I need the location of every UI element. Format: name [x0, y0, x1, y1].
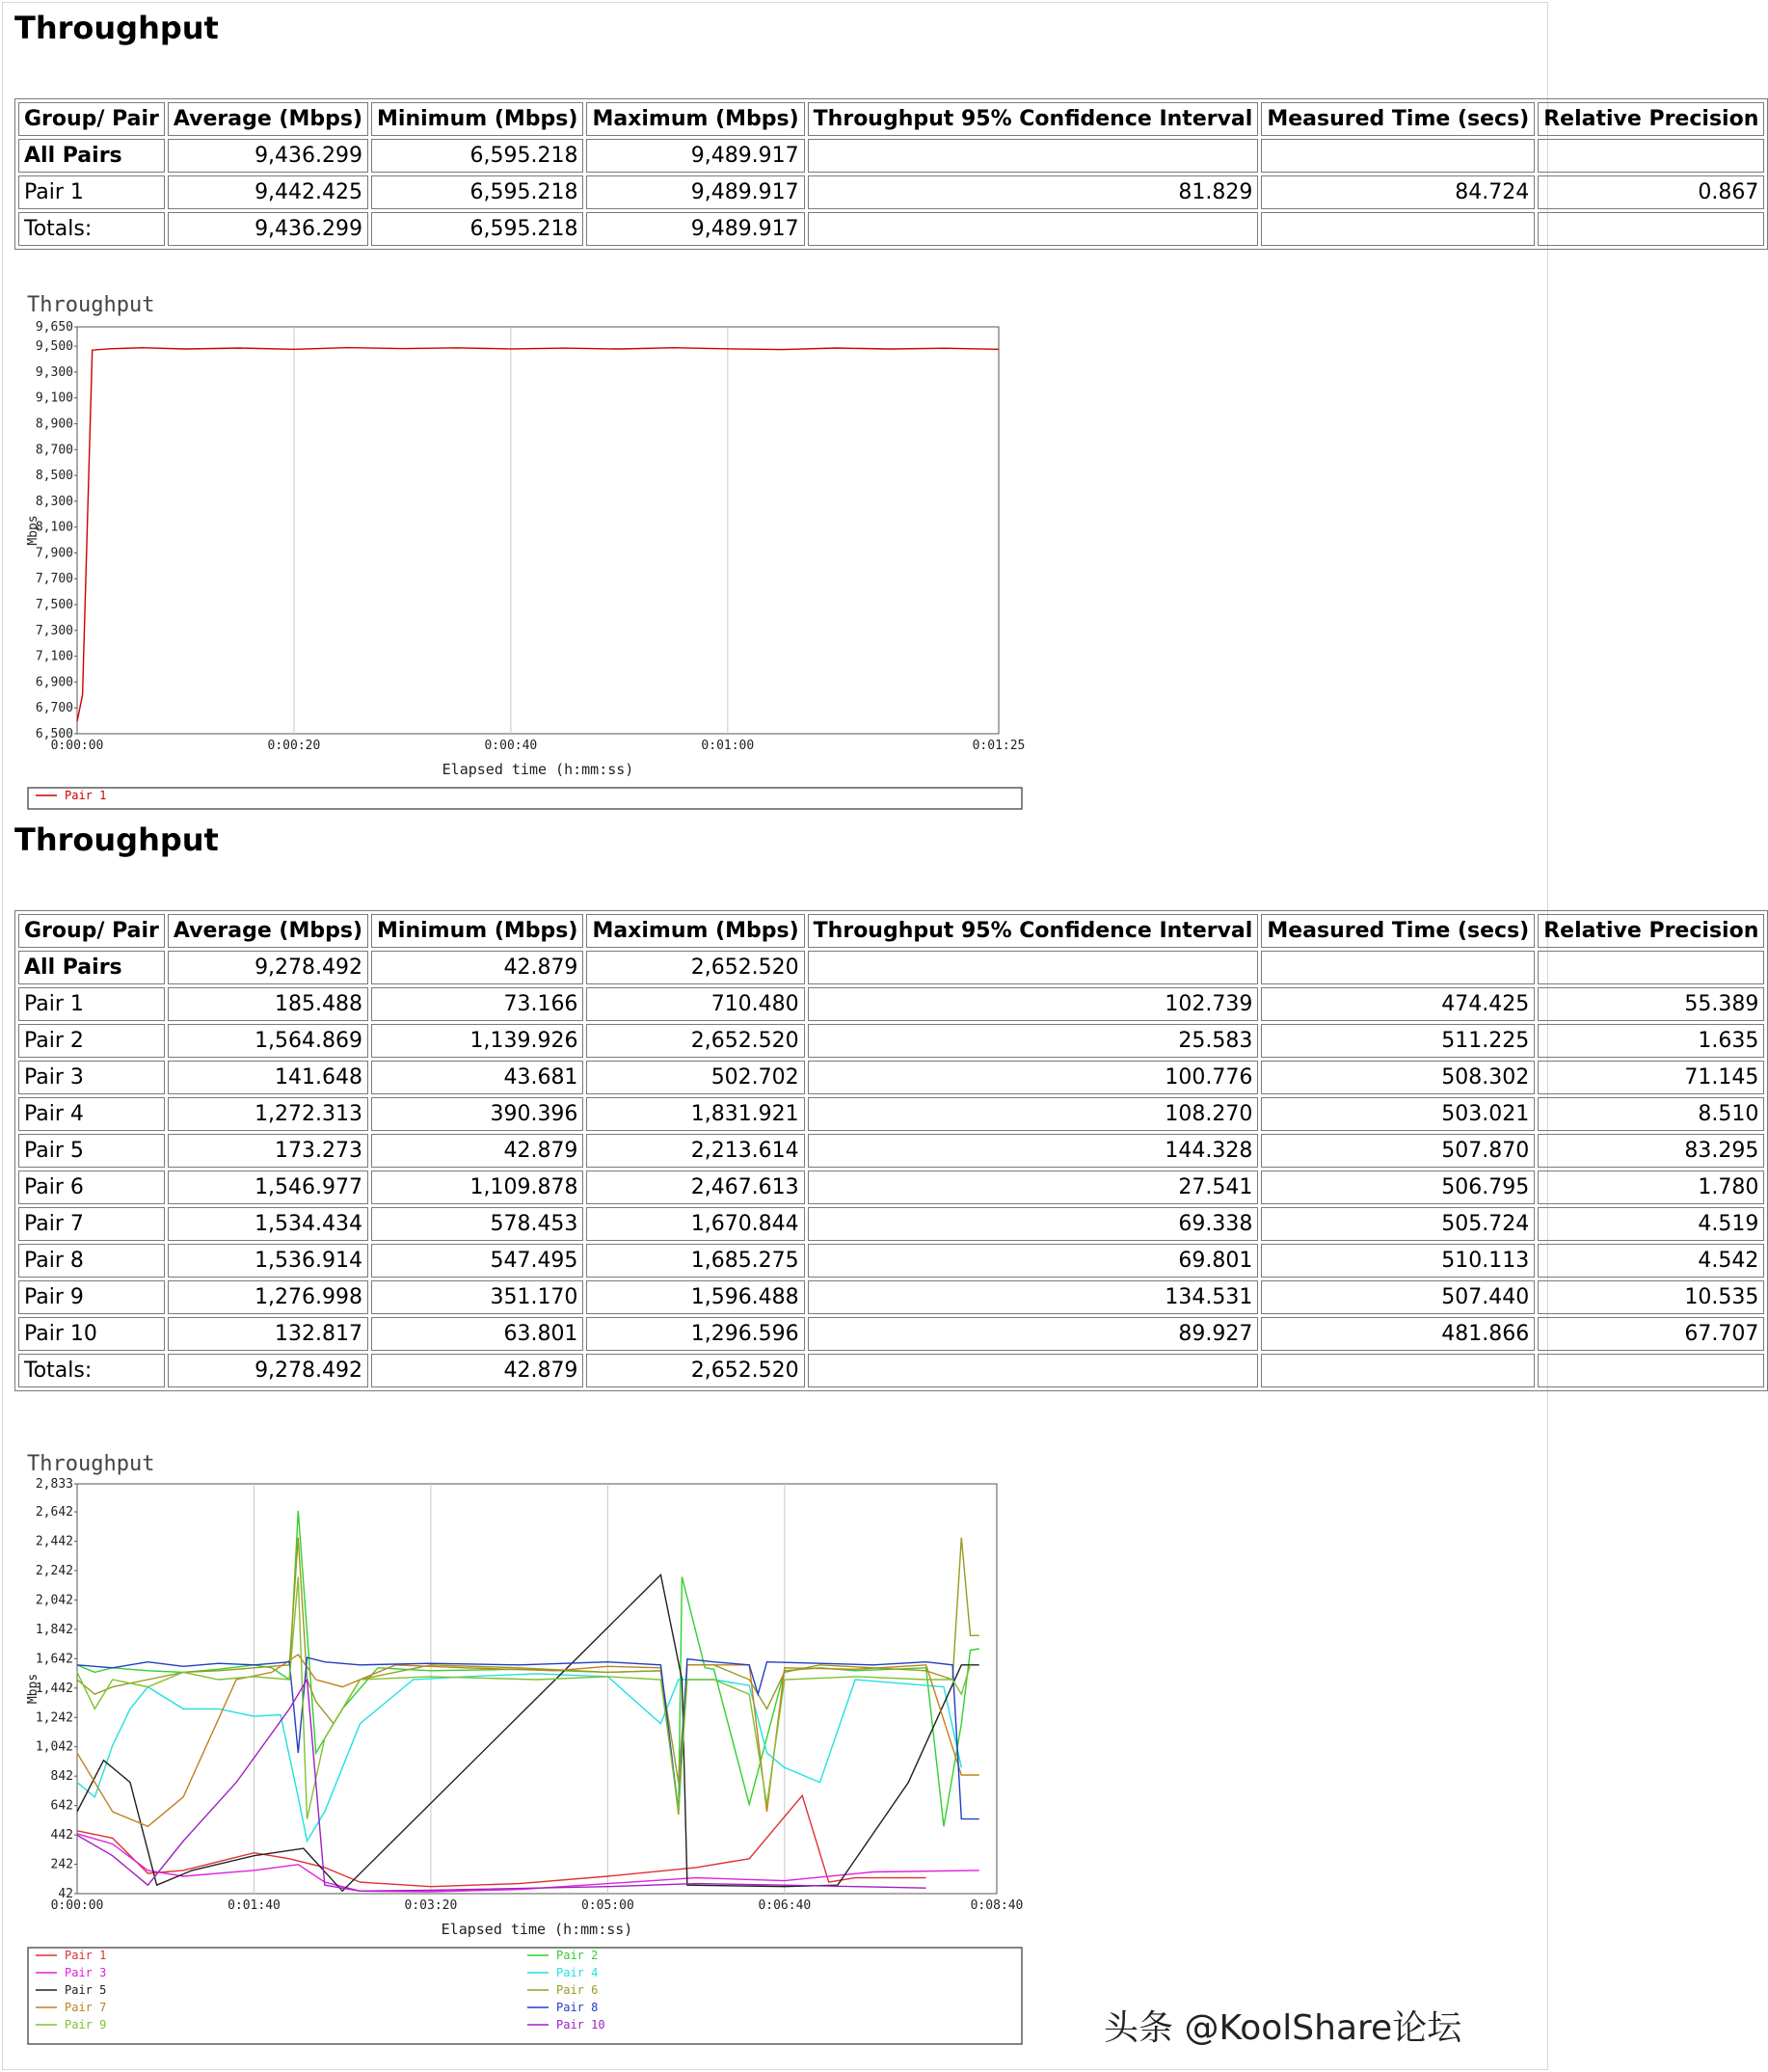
table-cell: 55.389	[1538, 987, 1764, 1021]
x-tick-label: 0:00:00	[50, 739, 104, 753]
table-cell: 4.542	[1538, 1244, 1764, 1278]
row-label: Pair 5	[18, 1134, 165, 1168]
y-tick-label: 642	[50, 1798, 73, 1814]
table-cell: 134.531	[808, 1280, 1259, 1314]
x-tick-label: 0:01:00	[701, 739, 755, 753]
stats-table-1	[14, 98, 1768, 250]
column-header: Group/ Pair	[18, 102, 165, 136]
table-row	[18, 212, 1764, 246]
table-row	[18, 1280, 1764, 1314]
y-tick-label: 1,642	[35, 1652, 73, 1667]
y-tick-label: 7,100	[35, 649, 73, 664]
y-tick-label: 2,642	[35, 1505, 73, 1520]
column-header: Minimum (Mbps)	[371, 914, 583, 948]
y-tick-label: 8,300	[35, 494, 73, 509]
table-row	[18, 139, 1764, 173]
legend-box	[28, 1948, 1022, 2044]
table-cell	[808, 139, 1259, 173]
y-tick-label: 9,100	[35, 390, 73, 406]
table-cell: 25.583	[808, 1024, 1259, 1058]
table-cell: 351.170	[371, 1280, 583, 1314]
table-cell: 481.866	[1261, 1317, 1535, 1351]
table-cell: 144.328	[808, 1134, 1259, 1168]
table-cell: 100.776	[808, 1061, 1259, 1094]
table-cell: 503.021	[1261, 1097, 1535, 1131]
table-cell: 83.295	[1538, 1134, 1764, 1168]
table-cell: 508.302	[1261, 1061, 1535, 1094]
table-row	[18, 1171, 1764, 1204]
column-header: Group/ Pair	[18, 914, 165, 948]
table-cell: 43.681	[371, 1061, 583, 1094]
table-cell: 510.113	[1261, 1244, 1535, 1278]
table-cell: 108.270	[808, 1097, 1259, 1131]
table-cell: 506.795	[1261, 1171, 1535, 1204]
chart-svg	[17, 1443, 1030, 2051]
throughput-chart-1	[17, 284, 1030, 819]
legend-label: Pair 10	[556, 2018, 605, 2032]
y-tick-label: 7,900	[35, 546, 73, 561]
x-axis-label: Elapsed time (h:mm:ss)	[442, 761, 634, 778]
table-header-row	[18, 914, 1764, 948]
y-tick-label: 9,650	[35, 320, 73, 335]
legend-label: Pair 1	[65, 1949, 107, 1962]
row-label: All Pairs	[18, 951, 165, 984]
throughput-chart-2	[17, 1443, 1030, 2055]
x-axis-label: Elapsed time (h:mm:ss)	[441, 1921, 633, 1938]
y-tick-label: 8,700	[35, 443, 73, 458]
y-tick-label: 9,500	[35, 339, 73, 355]
table-cell: 507.440	[1261, 1280, 1535, 1314]
y-tick-label: 9,300	[35, 364, 73, 380]
table-cell: 474.425	[1261, 987, 1535, 1021]
table-cell: 63.801	[371, 1317, 583, 1351]
table-cell: 1,596.488	[586, 1280, 804, 1314]
row-label: Pair 2	[18, 1024, 165, 1058]
table-cell: 84.724	[1261, 175, 1535, 209]
section-heading: Throughput	[14, 10, 219, 46]
table-cell: 9,436.299	[168, 139, 368, 173]
y-tick-label: 6,700	[35, 701, 73, 716]
y-tick-label: 2,042	[35, 1593, 73, 1608]
table-cell: 1,670.844	[586, 1207, 804, 1241]
table-cell: 8.510	[1538, 1097, 1764, 1131]
y-tick-label: 1,442	[35, 1681, 73, 1696]
y-tick-label: 2,242	[35, 1563, 73, 1578]
column-header: Maximum (Mbps)	[586, 914, 804, 948]
table-cell: 9,278.492	[168, 951, 368, 984]
table-cell: 2,652.520	[586, 1024, 804, 1058]
table-row	[18, 1024, 1764, 1058]
table-cell: 141.648	[168, 1061, 368, 1094]
x-tick-label: 0:05:00	[580, 1898, 634, 1913]
column-header: Measured Time (secs)	[1261, 914, 1535, 948]
table-row	[18, 1134, 1764, 1168]
y-axis-label: Mbps	[26, 515, 40, 546]
table-cell: 505.724	[1261, 1207, 1535, 1241]
table-cell: 2,213.614	[586, 1134, 804, 1168]
legend-label: Pair 4	[556, 1966, 599, 1979]
table-cell: 10.535	[1538, 1280, 1764, 1314]
chart-svg	[17, 284, 1030, 815]
table-cell: 2,467.613	[586, 1171, 804, 1204]
table-cell	[1538, 1354, 1764, 1387]
table-cell	[1538, 951, 1764, 984]
watermark-text: 头条 @KoolShare论坛	[1104, 2008, 1462, 2048]
table-row	[18, 1207, 1764, 1241]
table-cell: 1.780	[1538, 1171, 1764, 1204]
table-cell: 1,685.275	[586, 1244, 804, 1278]
table-cell	[1261, 951, 1535, 984]
plot-area	[77, 1484, 997, 1894]
table-cell: 69.338	[808, 1207, 1259, 1241]
y-tick-label: 8,500	[35, 469, 73, 484]
x-tick-label: 0:03:20	[404, 1898, 458, 1913]
y-tick-label: 2,442	[35, 1534, 73, 1549]
table-row	[18, 1097, 1764, 1131]
table-cell: 71.145	[1538, 1061, 1764, 1094]
table-cell	[808, 212, 1259, 246]
legend-label: Pair 2	[556, 1949, 599, 1962]
y-tick-label: 8,900	[35, 417, 73, 432]
y-tick-label: 1,242	[35, 1710, 73, 1726]
table-cell: 390.396	[371, 1097, 583, 1131]
row-label: Pair 7	[18, 1207, 165, 1241]
table-cell: 511.225	[1261, 1024, 1535, 1058]
table-cell: 42.879	[371, 1354, 583, 1387]
legend-label: Pair 9	[65, 2018, 107, 2032]
row-label: Pair 4	[18, 1097, 165, 1131]
stats-table-2	[14, 910, 1768, 1391]
table-cell	[1538, 139, 1764, 173]
row-label: Pair 1	[18, 175, 165, 209]
table-cell: 89.927	[808, 1317, 1259, 1351]
table-row	[18, 1244, 1764, 1278]
y-tick-label: 6,900	[35, 675, 73, 690]
table-header-row	[18, 102, 1764, 136]
y-tick-label: 7,700	[35, 572, 73, 587]
y-tick-label: 1,042	[35, 1739, 73, 1755]
y-tick-label: 442	[50, 1828, 73, 1843]
table-cell: 9,489.917	[586, 139, 804, 173]
legend-label: Pair 8	[556, 2001, 599, 2014]
table-cell: 1,276.998	[168, 1280, 368, 1314]
x-tick-label: 0:01:25	[972, 739, 1026, 753]
x-tick-label: 0:06:40	[758, 1898, 812, 1913]
table-cell: 1.635	[1538, 1024, 1764, 1058]
row-label: All Pairs	[18, 139, 165, 173]
y-tick-label: 6,500	[35, 727, 73, 741]
y-tick-label: 8,100	[35, 520, 73, 535]
table-cell: 9,489.917	[586, 175, 804, 209]
table-cell: 69.801	[808, 1244, 1259, 1278]
table-cell: 2,652.520	[586, 1354, 804, 1387]
y-tick-label: 42	[58, 1887, 73, 1901]
table-cell: 81.829	[808, 175, 1259, 209]
table-cell: 0.867	[1538, 175, 1764, 209]
y-axis-label: Mbps	[26, 1673, 40, 1705]
table-cell: 185.488	[168, 987, 368, 1021]
table-cell: 1,546.977	[168, 1171, 368, 1204]
table-cell: 42.879	[371, 1134, 583, 1168]
row-label: Pair 8	[18, 1244, 165, 1278]
table-cell: 578.453	[371, 1207, 583, 1241]
row-label: Pair 1	[18, 987, 165, 1021]
x-tick-label: 0:00:40	[484, 739, 538, 753]
row-label: Pair 3	[18, 1061, 165, 1094]
legend-label: Pair 6	[556, 1983, 599, 1997]
legend-label: Pair 3	[65, 1966, 107, 1979]
plot-area	[77, 327, 999, 734]
table-cell: 2,652.520	[586, 951, 804, 984]
table-cell: 710.480	[586, 987, 804, 1021]
row-label: Pair 9	[18, 1280, 165, 1314]
table-row	[18, 1317, 1764, 1351]
table-cell: 1,564.869	[168, 1024, 368, 1058]
table-cell	[1261, 212, 1535, 246]
chart-title: Throughput	[27, 1452, 155, 1476]
table-cell	[808, 951, 1259, 984]
table-cell	[1261, 139, 1535, 173]
column-header: Average (Mbps)	[168, 914, 368, 948]
y-tick-label: 1,842	[35, 1622, 73, 1637]
column-header: Minimum (Mbps)	[371, 102, 583, 136]
table-cell: 73.166	[371, 987, 583, 1021]
y-tick-label: 242	[50, 1857, 73, 1872]
table-cell: 27.541	[808, 1171, 1259, 1204]
table-cell	[1261, 1354, 1535, 1387]
x-tick-label: 0:00:00	[50, 1898, 104, 1913]
table-cell: 1,139.926	[371, 1024, 583, 1058]
table-cell: 547.495	[371, 1244, 583, 1278]
column-header: Throughput 95% Confidence Interval	[808, 914, 1259, 948]
legend-label: Pair 5	[65, 1983, 107, 1997]
row-label: Totals:	[18, 1354, 165, 1387]
table-cell: 42.879	[371, 951, 583, 984]
table-cell: 6,595.218	[371, 139, 583, 173]
x-tick-label: 0:00:20	[267, 739, 321, 753]
table-cell	[808, 1354, 1259, 1387]
y-tick-label: 842	[50, 1769, 73, 1785]
y-tick-label: 2,833	[35, 1477, 73, 1492]
x-tick-label: 0:01:40	[228, 1898, 281, 1913]
legend-box	[28, 788, 1022, 809]
table-cell: 173.273	[168, 1134, 368, 1168]
table-row	[18, 175, 1764, 209]
table-cell: 132.817	[168, 1317, 368, 1351]
y-tick-label: 7,500	[35, 598, 73, 613]
table-cell: 1,534.434	[168, 1207, 368, 1241]
column-header: Relative Precision	[1538, 914, 1764, 948]
column-header: Relative Precision	[1538, 102, 1764, 136]
legend-label: Pair 1	[65, 789, 107, 802]
column-header: Measured Time (secs)	[1261, 102, 1535, 136]
table-row	[18, 987, 1764, 1021]
table-cell: 1,109.878	[371, 1171, 583, 1204]
table-row	[18, 1354, 1764, 1387]
table-cell: 4.519	[1538, 1207, 1764, 1241]
table-cell	[1538, 212, 1764, 246]
section-heading: Throughput	[14, 821, 219, 858]
table-cell: 9,442.425	[168, 175, 368, 209]
table-cell: 507.870	[1261, 1134, 1535, 1168]
chart-title: Throughput	[27, 293, 155, 317]
table-cell: 1,831.921	[586, 1097, 804, 1131]
table-cell: 9,278.492	[168, 1354, 368, 1387]
row-label: Pair 10	[18, 1317, 165, 1351]
x-tick-label: 0:08:40	[970, 1898, 1024, 1913]
table-cell: 1,272.313	[168, 1097, 368, 1131]
table-cell: 502.702	[586, 1061, 804, 1094]
legend-label: Pair 7	[65, 2001, 107, 2014]
table-cell: 1,536.914	[168, 1244, 368, 1278]
column-header: Maximum (Mbps)	[586, 102, 804, 136]
table-cell: 67.707	[1538, 1317, 1764, 1351]
table-cell: 102.739	[808, 987, 1259, 1021]
row-label: Totals:	[18, 212, 165, 246]
column-header: Throughput 95% Confidence Interval	[808, 102, 1259, 136]
table-cell: 9,436.299	[168, 212, 368, 246]
column-header: Average (Mbps)	[168, 102, 368, 136]
table-cell: 6,595.218	[371, 212, 583, 246]
y-tick-label: 7,300	[35, 623, 73, 638]
table-cell: 1,296.596	[586, 1317, 804, 1351]
table-cell: 9,489.917	[586, 212, 804, 246]
table-row	[18, 1061, 1764, 1094]
table-cell: 6,595.218	[371, 175, 583, 209]
table-row	[18, 951, 1764, 984]
row-label: Pair 6	[18, 1171, 165, 1204]
